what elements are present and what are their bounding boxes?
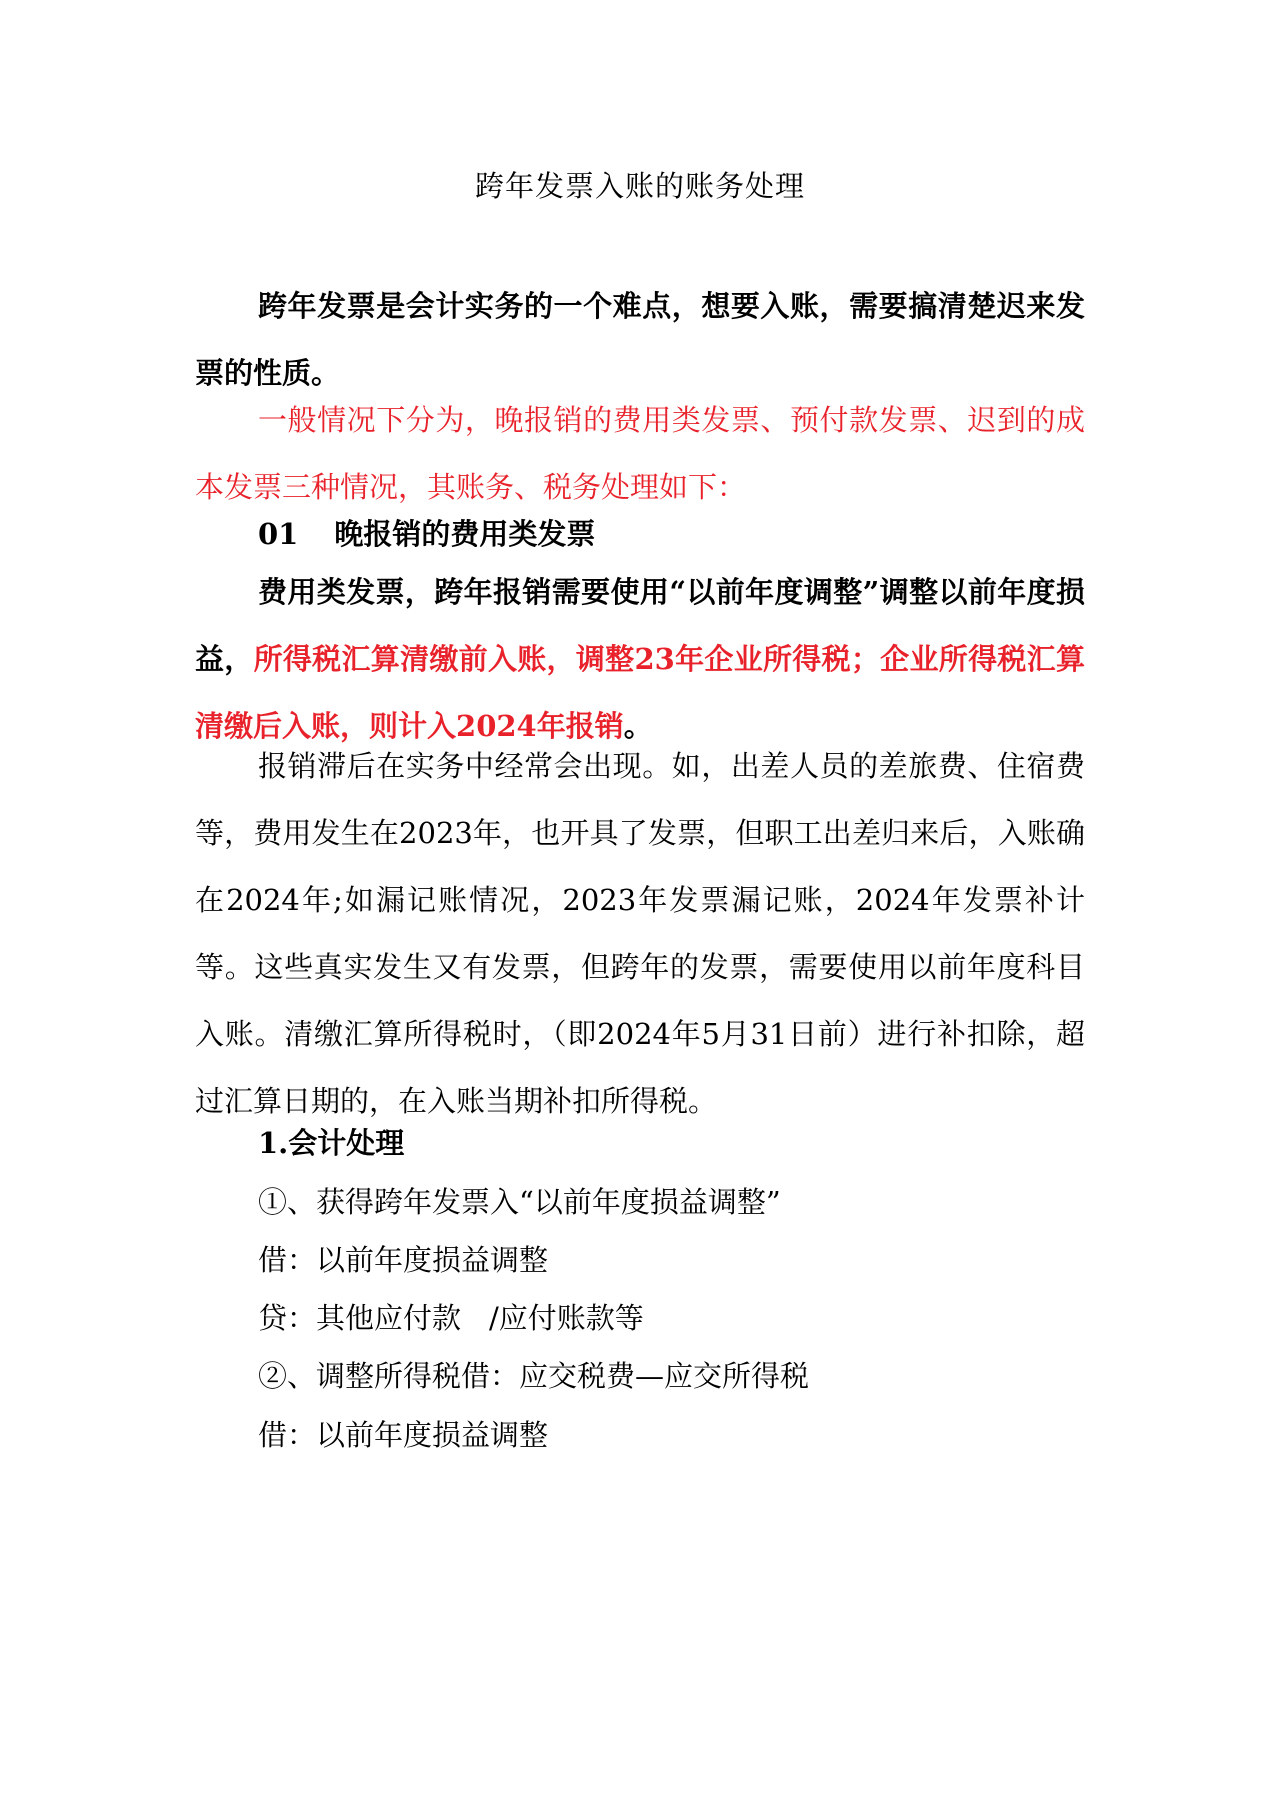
expense-highlight-2: 年企业所得税；企业所得税汇算清缴后入账，则计入: [195, 642, 1085, 743]
expense-paragraph: [195, 559, 1085, 760]
section-title: 晚报销的费用类发票: [334, 517, 596, 551]
expense-highlight-3: 年报销: [536, 709, 624, 743]
page-title: 跨年发票入账的账务处理: [474, 169, 805, 203]
intro-paragraph: 跨年发票是会计实务的一个难点，想要入账，需要搞清楚迟来发票的性质。: [195, 289, 1085, 390]
step-2: ②、调整所得税借：应交税费—应交所得税: [258, 1359, 810, 1393]
delay-paragraph: 报销滞后在实务中经常会出现。如，出差人员的差旅费、住宿费等，费用发生在2023年，也开具了发票，但职工出差归来后，入账确在2024年;如漏记账情况，2023年发票漏记账，2024年发票补计等。这些真实发生又有发票，但跨年的发票，需要使用以前年度科目入账。清缴汇算所得税时，（即2024年5月31日前）进行补扣除，超过汇算日期的，在入账当期补扣所得税。: [195, 749, 1085, 1118]
expense-year-23: 23: [634, 642, 675, 676]
expense-highlight-1: 所得税汇算清缴前入账，调整: [253, 642, 635, 676]
credit-entry-1-main: 贷：其他应付款: [258, 1301, 462, 1335]
debit-entry-2: 借：以前年度损益调整: [258, 1418, 549, 1452]
accounting-heading: 1.会计处理: [258, 1126, 405, 1160]
section-number: 01: [258, 517, 299, 551]
step-1: ①、获得跨年发票入“以前年度损益调整”: [258, 1185, 781, 1219]
summary-paragraph: 一般情况下分为，晚报销的费用类发票、预付款发票、迟到的成本发票三种情况，其账务、税务处理如下：: [195, 403, 1085, 504]
expense-year-2024: 2024: [456, 709, 537, 743]
credit-entry-1-alt: /应付账款等: [489, 1301, 644, 1335]
expense-text-1: 费用类发票，跨年报销需要使用“以前年度调整”调整以前年度损益，: [195, 575, 1085, 676]
debit-entry-1: 借：以前年度损益调整: [258, 1243, 549, 1277]
section-heading: [195, 501, 1085, 568]
credit-entry-1: [258, 1296, 644, 1337]
expense-text-end: 。: [623, 709, 653, 743]
